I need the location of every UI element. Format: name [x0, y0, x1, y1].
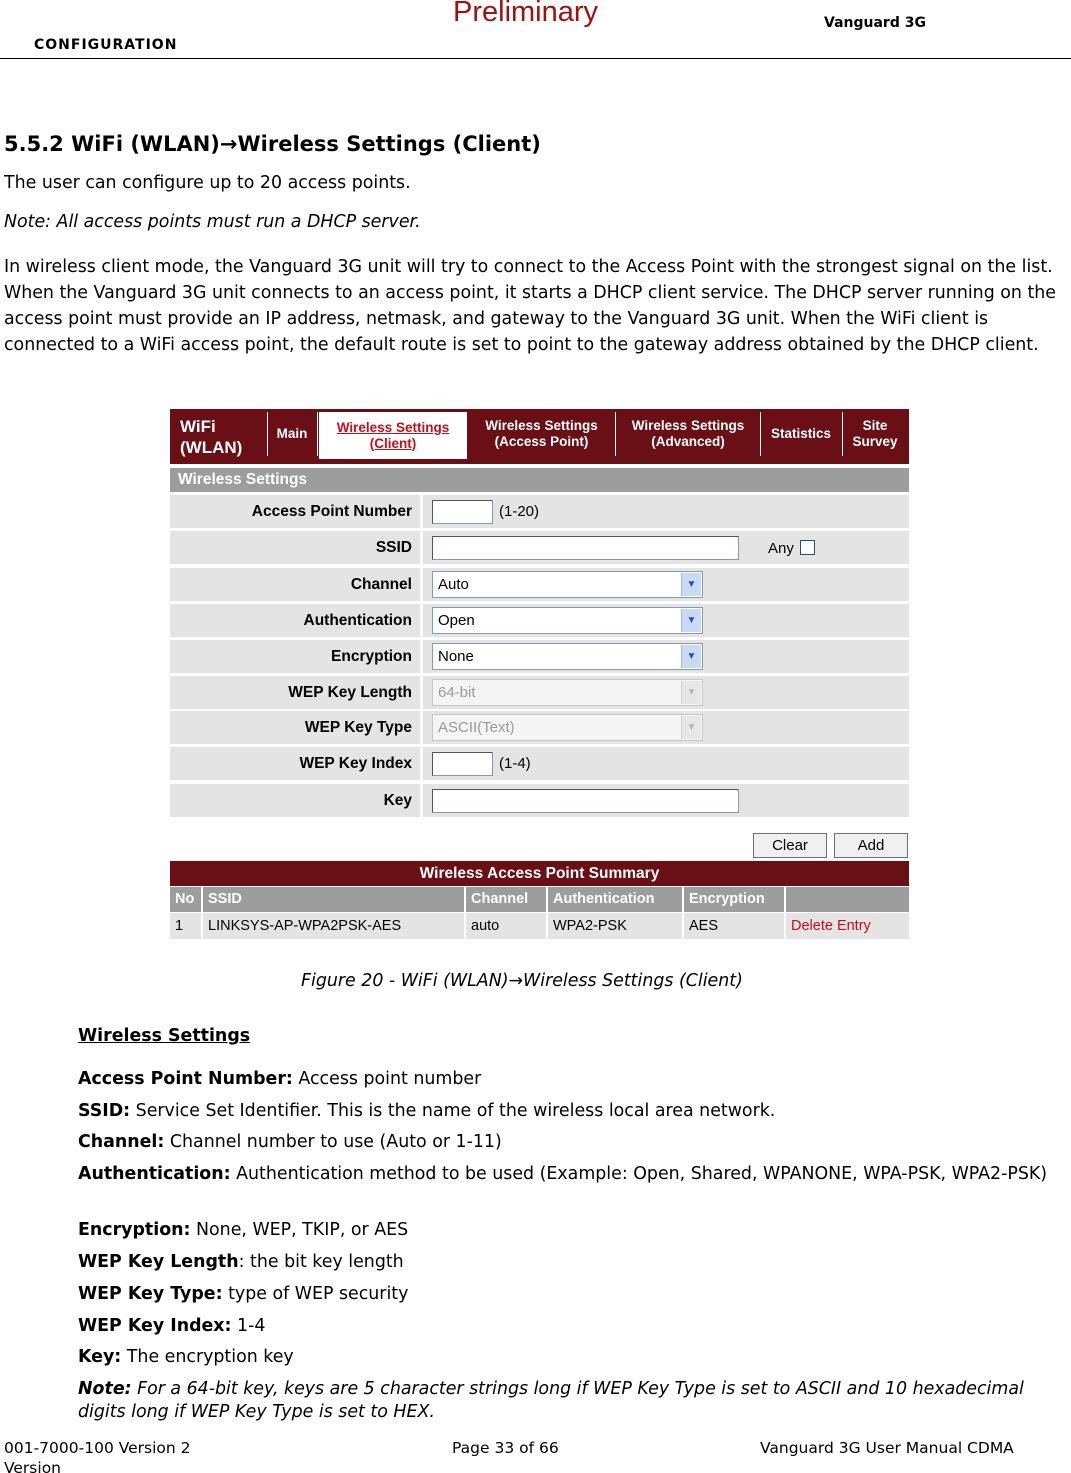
definition-item: SSID: Service Set Identifier. This is the name of the wireless local area network. — [78, 1101, 776, 1121]
delete-entry-link[interactable]: Delete Entry — [786, 913, 909, 939]
chevron-down-icon: ▼ — [681, 681, 701, 704]
wifi-tab-bar — [170, 409, 909, 464]
footer-manual-title: Vanguard 3G User Manual CDMA — [760, 1439, 1014, 1457]
column-header — [786, 887, 909, 912]
preliminary-watermark: Preliminary — [453, 0, 599, 28]
wifi-wlan-brand: WiFi (WLAN) — [180, 417, 243, 457]
chevron-down-icon: ▼ — [681, 609, 701, 632]
header-product-name: Vanguard 3G — [824, 15, 926, 31]
authentication-select[interactable]: Open ▼ — [432, 607, 703, 634]
tab-site-survey[interactable]: Site Survey — [852, 418, 898, 449]
row-encryption: Encryption None ▼ — [170, 640, 909, 673]
column-header: Authentication — [548, 887, 682, 912]
definition-item: WEP Key Length: the bit key length — [78, 1252, 404, 1272]
clear-button[interactable]: Clear — [753, 833, 827, 858]
add-button[interactable]: Add — [834, 833, 908, 858]
header-section-label: CONFIGURATION — [34, 37, 178, 53]
row-wep-key-index: WEP Key Index (1-4) — [170, 747, 909, 780]
footer-page-number: Page 33 of 66 — [452, 1439, 559, 1457]
definition-note: Note: For a 64-bit key, keys are 5 character strings long if WEP Key Type is set to ASCII and 10 hexadecimal digits long if WEP Key Type is set to HEX. — [78, 1379, 1024, 1422]
definition-item: WEP Key Index: 1-4 — [78, 1316, 266, 1336]
column-header: No — [170, 887, 201, 912]
column-header: Channel — [466, 887, 546, 912]
row-authentication: Authentication Open ▼ — [170, 604, 909, 637]
client-mode-paragraph: In wireless client mode, the Vanguard 3G unit will try to connect to the Access Point with the strongest signal on the list. When the Vanguard 3G unit connects to an access point, it starts a DHCP client service. The DHCP server running on the access point must provide an IP address, netmask, and gateway to the Vanguard 3G unit. When the WiFi client is connected to a WiFi access point, the default route is set to point to the gateway address obtained by the DHCP client. — [4, 257, 1056, 355]
definition-item: WEP Key Type: type of WEP security — [78, 1284, 409, 1304]
wireless-settings-screenshot — [170, 409, 909, 939]
chevron-down-icon: ▼ — [681, 645, 701, 668]
definition-item: Channel: Channel number to use (Auto or 1-11) — [78, 1132, 502, 1152]
access-point-number-input[interactable] — [432, 500, 493, 524]
definition-item: Encryption: None, WEP, TKIP, or AES — [78, 1220, 409, 1240]
dhcp-note: Note: All access points must run a DHCP server. — [4, 212, 421, 232]
definition-item: Key: The encryption key — [78, 1347, 294, 1367]
channel-select[interactable]: Auto ▼ — [432, 571, 703, 598]
row-wep-key-length: WEP Key Length 64-bit ▼ — [170, 676, 909, 709]
wep-key-type-select[interactable]: ASCII(Text) ▼ — [432, 714, 703, 741]
any-ssid-checkbox[interactable] — [800, 540, 815, 555]
wireless-settings-header: Wireless Settings — [170, 468, 909, 492]
ssid-input[interactable] — [432, 536, 739, 560]
intro-paragraph: The user can configure up to 20 access points. — [4, 173, 411, 193]
encryption-select[interactable]: None ▼ — [432, 643, 703, 670]
chevron-down-icon: ▼ — [681, 716, 701, 739]
table-row: 1 LINKSYS-AP-WPA2PSK-AES auto WPA2-PSK AES Delete Entry — [170, 913, 909, 939]
key-input[interactable] — [432, 789, 739, 813]
column-header: Encryption — [684, 887, 784, 912]
row-key: Key — [170, 784, 909, 817]
tab-wireless-settings-client[interactable]: Wireless Settings (Client) — [319, 412, 467, 459]
wep-key-length-select[interactable]: 64-bit ▼ — [432, 679, 703, 706]
tab-main[interactable]: Main — [276, 426, 308, 441]
tab-wireless-settings-advanced[interactable]: Wireless Settings (Advanced) — [631, 418, 745, 449]
header-rule — [0, 58, 1071, 59]
chevron-down-icon: ▼ — [681, 573, 701, 596]
column-header: SSID — [203, 887, 464, 912]
footer-doc-number: 001-7000-100 Version 2 — [4, 1439, 191, 1457]
row-wep-key-type: WEP Key Type ASCII(Text) ▼ — [170, 711, 909, 744]
section-number: 5.5.2 — [4, 132, 64, 156]
section-heading — [4, 132, 541, 156]
tab-statistics[interactable]: Statistics — [770, 426, 832, 441]
section-title: WiFi (WLAN)→Wireless Settings (Client) — [71, 132, 541, 156]
tab-wireless-settings-ap[interactable]: Wireless Settings (Access Point) — [485, 418, 598, 449]
definitions-title: Wireless Settings — [78, 1026, 251, 1046]
row-ssid: SSID Any — [170, 531, 909, 564]
definition-item: Authentication: Authentication method to be used (Example: Open, Shared, WPANONE, WPA-PSK, WPA2-PSK) — [78, 1164, 1048, 1184]
wep-key-index-input[interactable] — [432, 752, 493, 776]
row-channel: Channel Auto ▼ — [170, 568, 909, 601]
row-access-point-number: Access Point Number (1-20) — [170, 495, 909, 528]
definition-item: Access Point Number: Access point number — [78, 1069, 482, 1089]
ap-summary-header — [170, 887, 909, 912]
ap-summary-title: Wireless Access Point Summary — [170, 861, 909, 886]
figure-caption: Figure 20 - WiFi (WLAN)→Wireless Settings (Client) — [301, 971, 743, 991]
footer-version: Version — [4, 1459, 61, 1473]
